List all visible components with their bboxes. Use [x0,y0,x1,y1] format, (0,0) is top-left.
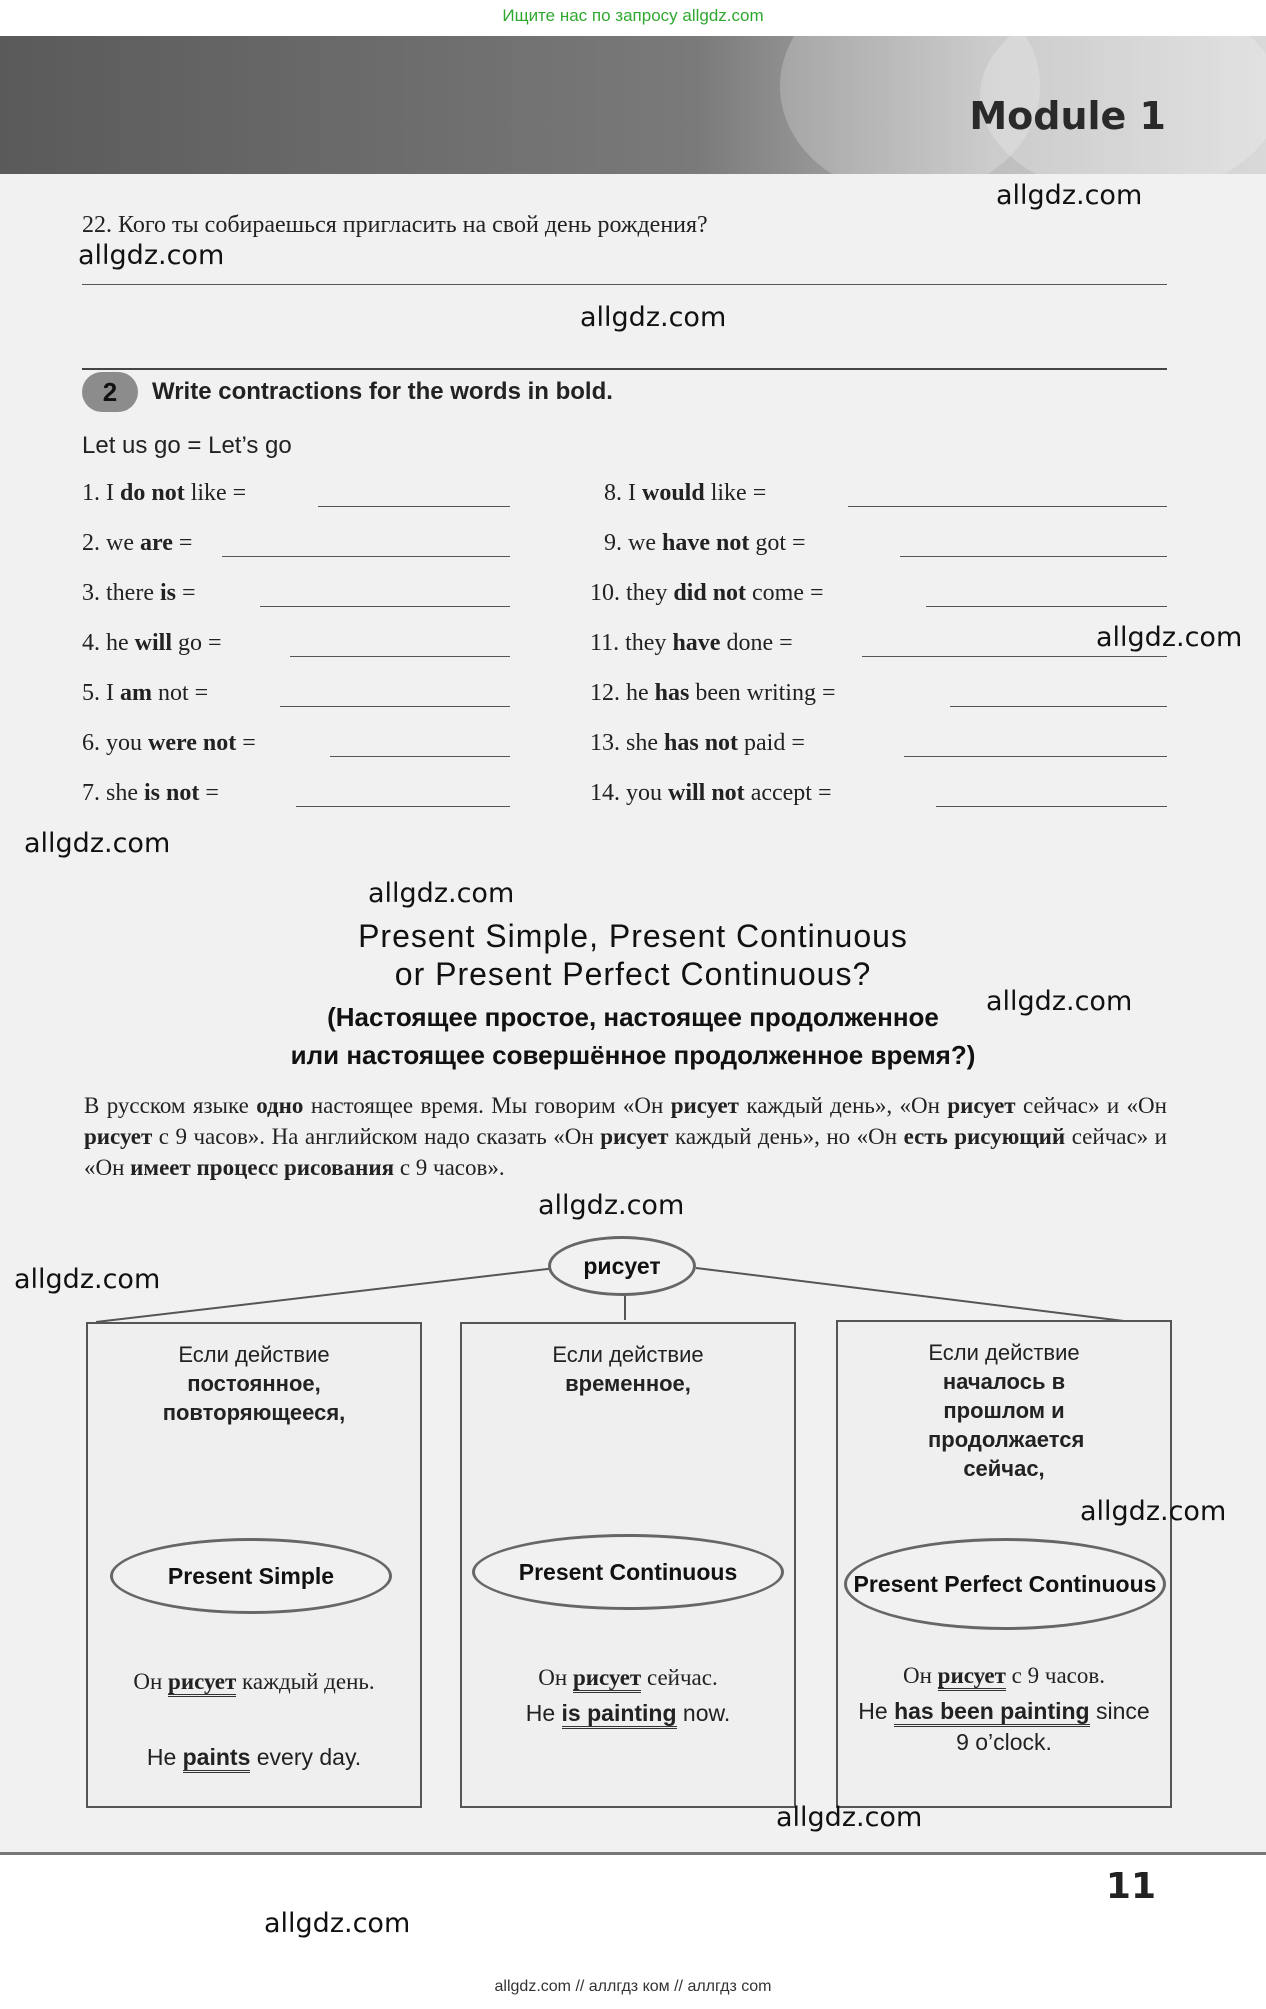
watermark: allgdz.com [580,302,727,333]
watermark: allgdz.com [264,1908,411,1939]
watermark: allgdz.com [14,1264,161,1295]
question-22: 22. Кого ты собираешься пригласить на свой день рождения? [82,212,708,238]
exercise-item: 6. you were not = [82,730,256,756]
exercise-item: 12. he has been writing = [590,680,836,706]
example-ru: Он рисует сейчас. [462,1662,794,1693]
diagram-root: рисует [548,1236,696,1296]
exercise-item: 5. I am not = [82,680,209,706]
watermark: allgdz.com [538,1190,685,1221]
exercise-item: 2. we are = [82,530,193,556]
watermark: allgdz.com [368,878,515,909]
exercise-item: 7. she is not = [82,780,219,806]
section-subheading-line2: или настоящее совершённое продолженное время?) [290,1040,976,1070]
example-en: He paints every day. [88,1742,420,1773]
exercise-item: 14. you will not accept = [590,780,832,806]
tense-name: Present Simple [110,1538,392,1614]
exercise-item: 11. they have done = [590,630,793,656]
watermark: allgdz.com [1096,622,1243,653]
exercise-number-badge: 2 [82,372,138,412]
footer-links[interactable]: allgdz.com // аллгдз ком // аллгдз com [494,1978,772,1995]
example-en: He is painting now. [462,1698,794,1729]
watermark: allgdz.com [78,240,225,271]
exercise-item: 13. she has not paid = [590,730,805,756]
section-heading-line2: or Present Perfect Continuous? [394,956,872,992]
exercise-item: 8. I would like = [604,480,767,506]
condition-text: Если действие началось в прошлом и продолжается сейчас, [928,1340,1085,1481]
explanation-paragraph: В русском языке одно настоящее время. Мы говорим «Он рисует каждый день», «Он рисует сейчас» и «Он рисует с 9 часов». На английском надо сказать «Он рисует каждый день», но «Он есть рисующий сейчас» и «Он имеет процесс рисования с 9 часов». [84,1093,1167,1180]
watermark: allgdz.com [24,828,171,859]
exercise-item: 3. there is = [82,580,196,606]
condition-text: Если действие постоянное, повторяющееся, [162,1342,346,1425]
tense-name: Present Continuous [472,1534,784,1610]
page-number: 11 [1105,1866,1156,1907]
exercise-example: Let us go = Let’s go [82,432,292,459]
watermark: allgdz.com [986,986,1133,1017]
watermark: allgdz.com [1080,1496,1227,1527]
exercise-item: 9. we have not got = [604,530,806,556]
section-heading-line1: Present Simple, Present Continuous [358,918,908,954]
exercise-item: 4. he will go = [82,630,222,656]
tense-box-present-simple [86,1322,422,1808]
watermark: allgdz.com [996,180,1143,211]
exercise-item: 1. I do not like = [82,480,247,506]
section-subheading-line1: (Настоящее простое, настоящее продолженное [327,1002,939,1032]
condition-text: Если действие временное, [552,1342,704,1396]
exercise-item: 10. they did not come = [590,580,824,606]
example-en: He has been painting since 9 o’clock. [858,1698,1150,1755]
watermark: allgdz.com [776,1802,923,1833]
example-ru: Он рисует с 9 часов. [838,1660,1170,1691]
tense-box-present-continuous [460,1322,796,1808]
bottom-rule [0,1852,1266,1855]
top-search-note[interactable]: Ищите нас по запросу allgdz.com [502,6,764,25]
tense-box-present-perfect-continuous [836,1320,1172,1808]
module-title: Module 1 [969,94,1166,138]
tense-name: Present Perfect Continuous [844,1538,1166,1630]
exercise-title: Write contractions for the words in bold. [152,378,613,405]
example-ru: Он рисует каждый день. [88,1666,420,1697]
